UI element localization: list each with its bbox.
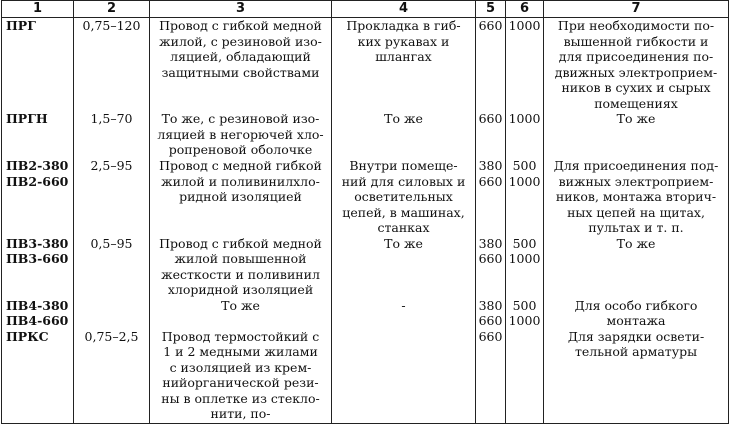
cell-mark [2, 158, 74, 236]
mark-line: ПРКС [6, 328, 49, 344]
notes-line: ных цепей на щитах, [567, 204, 705, 220]
mark-line: ПВ4-380 [6, 297, 69, 313]
description-line: 1 и 2 медными жилами [163, 344, 318, 359]
mark-line: ПВ2-380 [6, 158, 69, 173]
header-col-2: 2 [74, 1, 150, 18]
cell-voltage2 [506, 18, 544, 112]
description-line: жилой, с резиновой изо- [159, 33, 322, 49]
voltage-value: 380 [478, 297, 503, 313]
application-line: - [401, 297, 406, 313]
description-line: ридной изоляцией [179, 189, 302, 204]
cell-application [332, 329, 476, 424]
table-row [2, 329, 729, 424]
application-line: ких рукавах и [357, 33, 450, 49]
description-line: ляцией, обладающий [170, 49, 311, 64]
description-line: ны в оплетке из стекло- [161, 390, 320, 406]
voltage-value: 660 [478, 111, 503, 126]
voltage2-value: 500 [512, 235, 537, 251]
cell-voltage [476, 329, 506, 424]
cell-application [332, 18, 476, 112]
cell-section [74, 158, 150, 236]
voltage2-value: 1000 [508, 251, 541, 266]
cell-section [74, 236, 150, 298]
header-row [2, 1, 729, 18]
notes-line: ников, монтажа вторич- [555, 189, 717, 204]
cell-mark [2, 111, 74, 158]
cell-voltage [476, 18, 506, 112]
cell-notes [544, 158, 729, 236]
cell-application [332, 158, 476, 236]
notes-line: Для зарядки освети- [567, 328, 705, 344]
cell-notes [544, 18, 729, 112]
cell-notes [544, 111, 729, 158]
notes-line: пультах и т. п. [588, 220, 684, 235]
description-line: Провод термостойкий с [161, 328, 320, 344]
cell-voltage [476, 298, 506, 329]
cell-description [150, 18, 332, 112]
voltage2-value: 1000 [508, 313, 541, 328]
table-row [2, 111, 729, 158]
cell-voltage2 [506, 111, 544, 158]
voltage2-value: 1000 [508, 173, 541, 189]
voltage2-value: 1000 [508, 111, 541, 126]
table-row [2, 236, 729, 298]
notes-line: вышенной гибкости и [563, 33, 709, 49]
description-line: ляцией в негорючей хло- [157, 126, 324, 142]
voltage-value: 660 [478, 313, 503, 328]
mark-line: ПВ4-660 [6, 313, 69, 328]
notes-line: ников в сухих и сырых [561, 80, 711, 95]
cell-mark [2, 298, 74, 329]
header-col-6: 6 [506, 1, 544, 18]
header-col-4: 4 [332, 1, 476, 18]
description-line: защитными свойствами [161, 64, 320, 80]
notes-line: движных электроприем- [554, 64, 718, 80]
description-line: То же, с резиновой изо- [161, 111, 320, 126]
header-col-5: 5 [476, 1, 506, 18]
cell-application [332, 298, 476, 329]
cell-description [150, 158, 332, 236]
cell-voltage [476, 111, 506, 158]
cell-description [150, 111, 332, 158]
cell-notes [544, 236, 729, 298]
mark-line: ПВ3-660 [6, 251, 69, 266]
section-value: 0,75–2,5 [84, 328, 139, 344]
section-value: 2,5–95 [90, 158, 133, 173]
cell-voltage [476, 158, 506, 236]
cell-voltage2 [506, 329, 544, 424]
cell-section [74, 18, 150, 112]
application-line: Прокладка в гиб- [346, 18, 461, 33]
cell-notes [544, 329, 729, 424]
section-value: 0,75–120 [82, 18, 141, 33]
application-line: То же [384, 235, 423, 251]
description-line: жилой и поливинилхло- [161, 173, 320, 189]
cell-section [74, 329, 150, 424]
notes-line: При необходимости по- [557, 18, 715, 33]
cell-mark [2, 329, 74, 424]
notes-line: То же [616, 235, 656, 251]
cell-mark [2, 236, 74, 298]
application-line: Внутри помеще- [349, 158, 458, 173]
mark-line: ПВ3-380 [6, 235, 69, 251]
application-line: шлангах [375, 49, 432, 64]
section-value: 0,5–95 [90, 235, 133, 251]
notes-line: монтажа [606, 313, 666, 328]
notes-line: тельной арматуры [574, 344, 698, 359]
notes-line: для присоединения по- [558, 49, 714, 64]
table-row [2, 158, 729, 236]
voltage-value: 660 [478, 328, 503, 344]
mark-line: ПРГН [6, 111, 48, 126]
cell-voltage2 [506, 236, 544, 298]
voltage2-value: 500 [512, 297, 537, 313]
description-line: То же [221, 297, 260, 313]
table-row [2, 298, 729, 329]
header-col-1: 1 [2, 1, 74, 18]
notes-line: помещениях [594, 95, 678, 111]
cell-voltage [476, 236, 506, 298]
voltage-value: 380 [478, 235, 503, 251]
section-value: 1,5–70 [90, 111, 133, 126]
description-line: ропреновой оболочке [168, 142, 313, 157]
wire-spec-table [1, 0, 729, 424]
mark-line: ПВ2-660 [6, 173, 69, 189]
table-header [2, 1, 729, 18]
cell-application [332, 111, 476, 158]
cell-notes [544, 298, 729, 329]
cell-section [74, 111, 150, 158]
notes-line: Для особо гибкого [574, 297, 698, 313]
application-line: То же [384, 111, 423, 126]
cell-description [150, 298, 332, 329]
notes-line: То же [616, 111, 656, 126]
cell-section [74, 298, 150, 329]
application-line: цепей, в машинах, [342, 204, 465, 220]
application-line: ний для силовых и [341, 173, 466, 189]
voltage2-value: 500 [512, 158, 537, 173]
voltage-value: 660 [478, 18, 503, 33]
header-col-3: 3 [150, 1, 332, 18]
cell-mark [2, 18, 74, 112]
voltage2-value: 1000 [508, 18, 541, 33]
application-line: осветительных [354, 189, 453, 204]
notes-line: Для присоединения под- [553, 158, 719, 173]
voltage-value: 660 [478, 173, 503, 189]
description-line: нийорганической рези- [162, 375, 319, 390]
description-line: жилой повышенной [174, 251, 307, 266]
cell-description [150, 236, 332, 298]
description-line: хлоридной изоляцией [167, 282, 314, 297]
mark-line: ПРГ [6, 18, 36, 33]
header-col-7: 7 [544, 1, 729, 18]
notes-line: вижных электроприем- [558, 173, 714, 189]
voltage-value: 380 [478, 158, 503, 173]
table-row [2, 18, 729, 112]
cell-voltage2 [506, 158, 544, 236]
application-line: станках [377, 220, 430, 235]
description-line: Провод с гибкой медной [159, 18, 322, 33]
cell-description [150, 329, 332, 424]
description-line: Провод с гибкой медной [159, 235, 322, 251]
cell-voltage2 [506, 298, 544, 329]
table-body [2, 18, 729, 424]
voltage-value: 660 [478, 251, 503, 266]
description-line: с изоляцией из крем- [169, 359, 312, 375]
description-line: жесткости и поливинил [161, 266, 320, 282]
cell-application [332, 236, 476, 298]
description-line: нити, по- [210, 406, 271, 421]
description-line: Провод с медной гибкой [159, 158, 322, 173]
